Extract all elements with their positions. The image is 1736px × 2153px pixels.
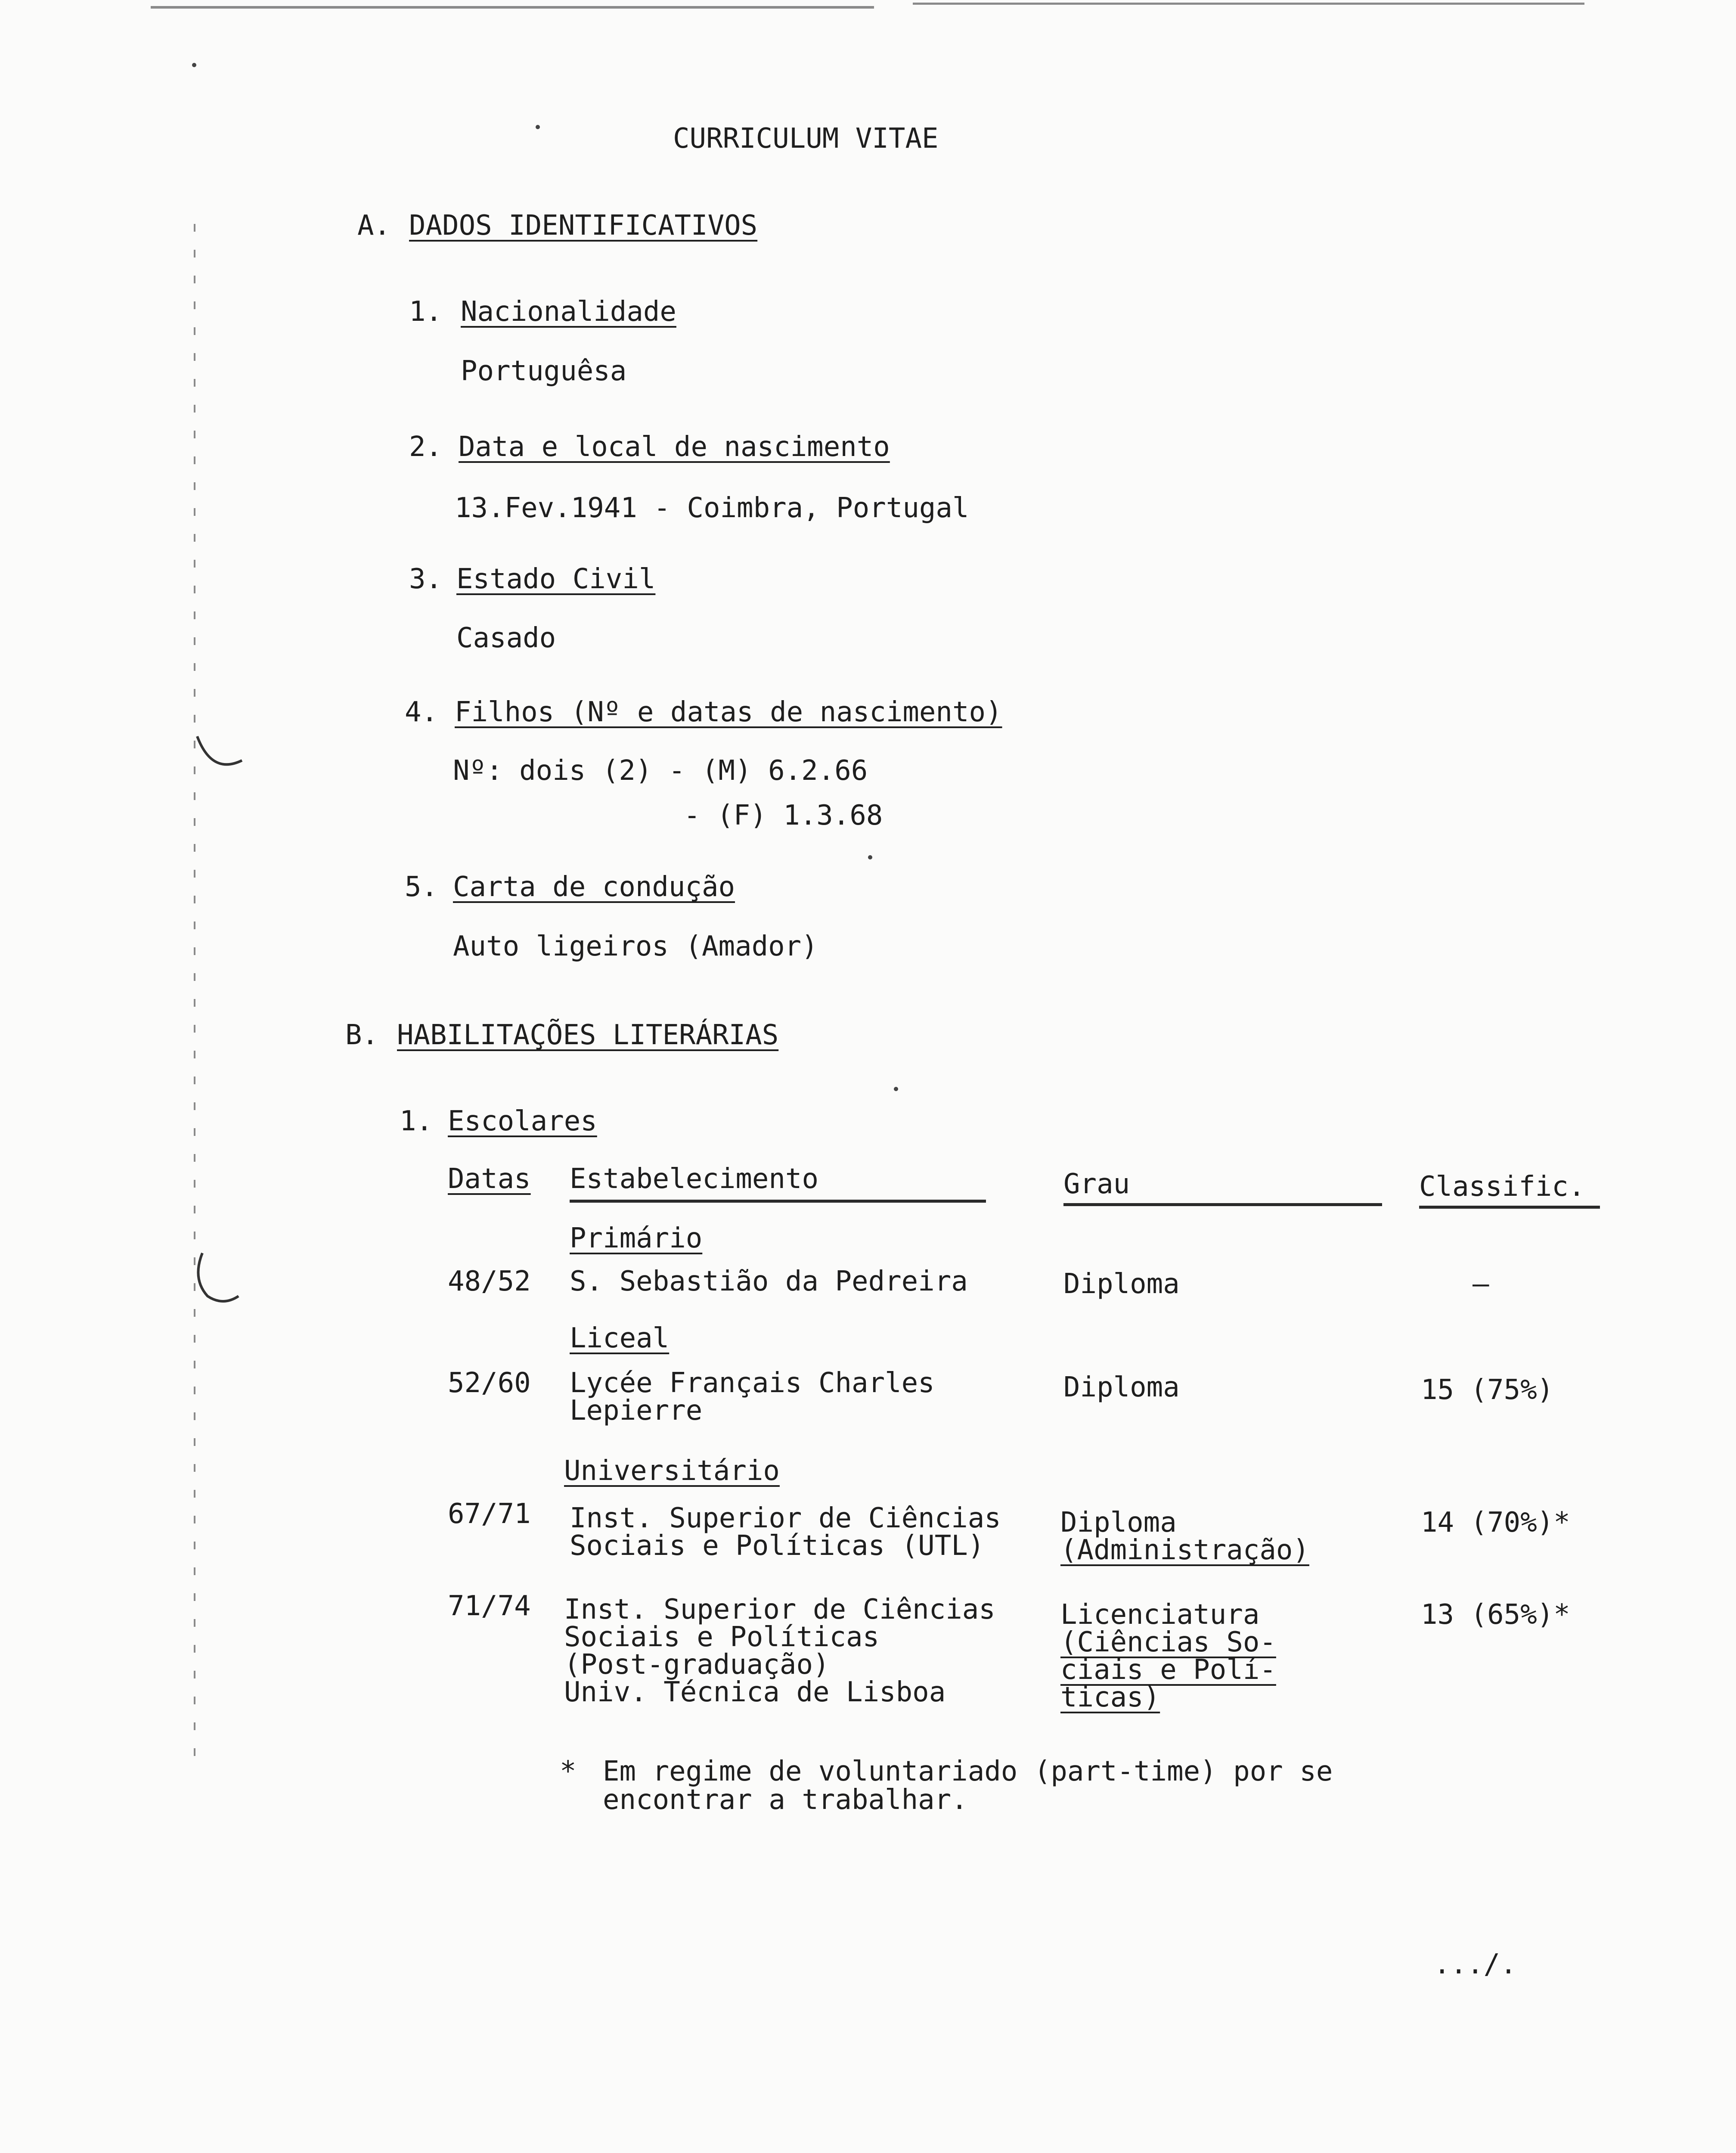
row-1-classification: – <box>1472 1268 1489 1300</box>
header-estabelecimento-rule <box>570 1200 986 1203</box>
row-3-grade-line2: (Administração) <box>1060 1534 1309 1566</box>
header-classific-rule <box>1419 1206 1600 1209</box>
speck <box>868 855 872 859</box>
item-4-value-line1: Nº: dois (2) - (M) 6.2.66 <box>453 755 868 787</box>
scan-top-edge-right <box>913 3 1584 5</box>
row-4-dates: 71/74 <box>448 1590 531 1622</box>
punch-hole-mark-upper <box>195 732 246 779</box>
punch-hole-mark-lower <box>190 1249 242 1313</box>
item-5-value: Auto ligeiros (Amador) <box>453 931 818 962</box>
subsection-number: 1. <box>400 1105 433 1137</box>
row-3-grade-line1: Diploma <box>1060 1507 1177 1539</box>
item-5-number: 5. <box>405 871 438 903</box>
row-1-dates: 48/52 <box>448 1266 531 1297</box>
item-1-value: Portuguêsa <box>461 355 627 387</box>
footnote-line1: Em regime de voluntariado (part-time) por se <box>603 1756 1333 1787</box>
footnote-mark: * <box>560 1756 577 1787</box>
row-4-grade-line2: (Ciências So- ciais e Polí- ticas) <box>1060 1626 1276 1713</box>
item-4-number: 4. <box>405 696 438 728</box>
item-3-number: 3. <box>409 563 443 595</box>
subsection-label: Escolares <box>448 1105 597 1137</box>
row-1-establishment: S. Sebastião da Pedreira <box>570 1266 968 1297</box>
row-3-dates: 67/71 <box>448 1498 531 1530</box>
row-3-classification: 14 (70%)* <box>1421 1507 1570 1539</box>
item-2-value: 13.Fev.1941 - Coimbra, Portugal <box>455 492 969 524</box>
scan-top-edge-left <box>151 6 874 9</box>
row-4-establishment: Inst. Superior de Ciências Sociais e Políticas (Post-graduação) Univ. Técnica de Lisboa <box>564 1594 995 1708</box>
speck <box>192 63 196 67</box>
footnote-line2: encontrar a trabalhar. <box>603 1784 968 1816</box>
speck <box>536 125 540 129</box>
row-2-grade: Diploma <box>1063 1371 1180 1403</box>
row-2-dates: 52/60 <box>448 1367 531 1399</box>
item-5-label: Carta de condução <box>453 871 735 903</box>
level-universitario: Universitário <box>564 1455 780 1487</box>
item-4-value-line2: - (F) 1.3.68 <box>684 800 883 831</box>
item-2-label: Data e local de nascimento <box>459 431 890 463</box>
item-3-value: Casado <box>456 622 556 654</box>
item-1-label: Nacionalidade <box>461 296 676 328</box>
section-b-heading: HABILITAÇÕES LITERÁRIAS <box>397 1019 779 1051</box>
level-liceal: Liceal <box>570 1322 670 1354</box>
header-datas: Datas <box>448 1163 531 1195</box>
row-2-establishment: Lycée Français Charles Lepierre <box>570 1367 935 1427</box>
item-1-number: 1. <box>409 296 443 328</box>
row-3-establishment: Inst. Superior de Ciências Sociais e Políticas (UTL) <box>570 1502 1001 1562</box>
row-2-classification: 15 (75%) <box>1421 1374 1554 1406</box>
item-3-label: Estado Civil <box>456 563 656 595</box>
speck <box>894 1087 898 1091</box>
section-b-letter: B. <box>345 1019 379 1051</box>
level-primario: Primário <box>570 1222 703 1254</box>
section-a-heading: DADOS IDENTIFICATIVOS <box>409 210 758 242</box>
header-grau-rule <box>1063 1203 1382 1206</box>
header-grau: Grau <box>1063 1168 1130 1200</box>
page-continuation-mark: .../. <box>1434 1948 1517 1980</box>
item-2-number: 2. <box>409 431 443 463</box>
row-4-grade-line1: Licenciatura <box>1060 1599 1260 1631</box>
header-estabelecimento: Estabelecimento <box>570 1163 818 1195</box>
header-classific: Classific. <box>1419 1171 1585 1203</box>
scan-left-margin-dots <box>194 224 195 1757</box>
row-4-classification: 13 (65%)* <box>1421 1599 1570 1631</box>
row-1-grade: Diploma <box>1063 1268 1180 1300</box>
section-a-letter: A. <box>357 210 391 242</box>
document-title: CURRICULUM VITAE <box>673 123 939 155</box>
item-4-label: Filhos (Nº e datas de nascimento) <box>455 696 1002 728</box>
